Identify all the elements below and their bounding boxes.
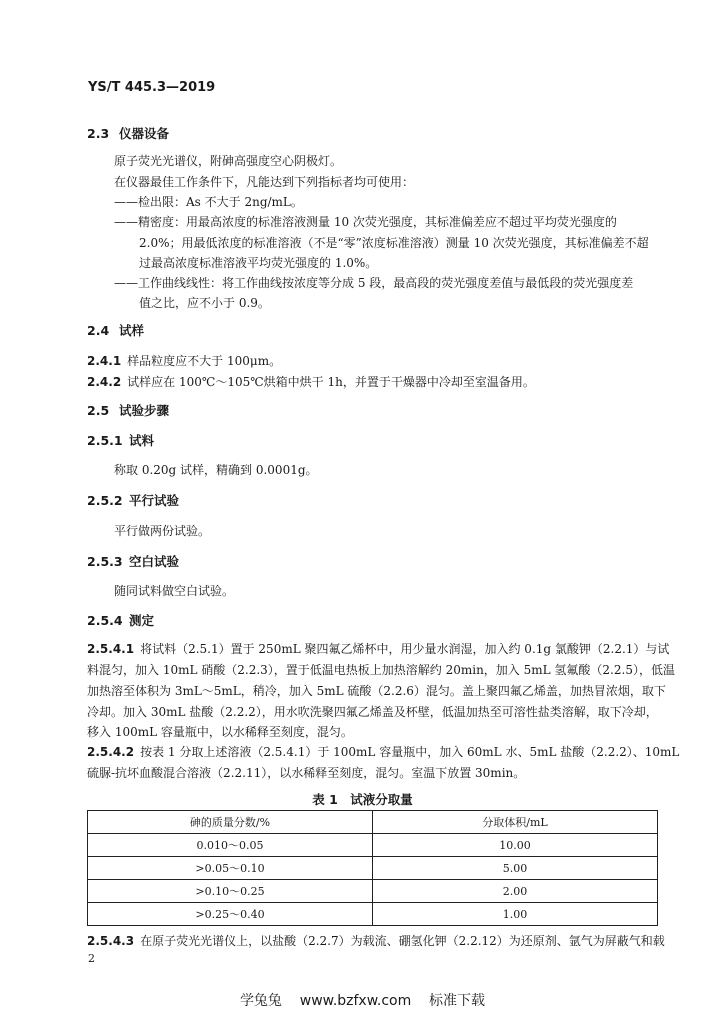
section-2-3-heading xyxy=(87,124,169,142)
clause-number: 2.5.4.1 xyxy=(87,642,135,656)
table-row xyxy=(88,880,658,903)
clause-continuation: 加热溶至体积为 3mL～5mL，稍冷，加入 5mL 硫酸（2.2.6）混匀。盖上聚四氟乙烯盖，加热冒浓烟，取下 xyxy=(87,684,666,698)
table-cell: >0.05～0.10 xyxy=(88,857,373,880)
clause-continuation: 硫脲-抗坏血酸混合溶液（2.2.11），以水稀释至刻度，混匀。室温下放置 30min。 xyxy=(87,766,526,780)
list-item-continuation: 值之比，应不小于 0.9。 xyxy=(139,296,270,310)
table-header-row xyxy=(88,811,658,834)
paragraph: 称取 0.20g 试样，精确到 0.0001g。 xyxy=(114,463,318,477)
clause-continuation: 冷却。加入 30mL 盐酸（2.2.2），用水吹洗聚四氟乙烯盖及杯壁，低温加热至可溶性盐类溶解，取下冷却， xyxy=(87,705,658,719)
clause-2-5-4-2-line xyxy=(87,743,679,760)
clause-continuation: 料混匀，加入 10mL 硝酸（2.2.3），置于低温电热板上加热溶解约 20min，加入 5mL 氢氟酸（2.2.5），低温 xyxy=(87,663,675,677)
table-cell: 2.00 xyxy=(373,880,658,903)
list-item: ——精密度：用最高浓度的标准溶液测量 10 次荧光强度，其标准偏差应不超过平均荧光强度的 xyxy=(114,215,617,229)
table-header-cell: 分取体积/mL xyxy=(373,811,658,834)
clause-continuation: 移入 100mL 容量瓶中，以水稀释至刻度，混匀。 xyxy=(87,725,353,739)
table-caption: 表 1 试液分取量 xyxy=(312,792,413,807)
table-row xyxy=(88,903,658,926)
section-title: 试料 xyxy=(129,433,155,448)
site-name: 学兔兔 xyxy=(239,993,282,1009)
section-title: 仪器设备 xyxy=(119,126,170,141)
section-title: 试验步骤 xyxy=(119,403,170,418)
paragraph: 随同试料做空白试验。 xyxy=(114,584,235,598)
clause-number: 2.4.2 xyxy=(87,375,122,389)
section-2-5-2-heading xyxy=(87,491,179,509)
table-header-cell: 砷的质量分数/% xyxy=(88,811,373,834)
clause-text: 按表 1 分取上述溶液（2.5.4.1）于 100mL 容量瓶中，加入 60mL 水、5mL 盐酸（2.2.2）、10mL xyxy=(140,745,680,759)
list-item: ——检出限：As 不大于 2ng/mL。 xyxy=(114,195,303,209)
section-number: 2.4 xyxy=(87,323,110,338)
table-row xyxy=(88,834,658,857)
paragraph: 原子荧光光谱仪，附砷高强度空心阴极灯。 xyxy=(114,154,343,168)
section-2-4-heading xyxy=(87,321,144,339)
page-number: 2 xyxy=(88,952,95,965)
clause-2-5-4-3-line xyxy=(87,932,665,949)
section-2-5-4-heading xyxy=(87,611,154,629)
clause-2-4-2 xyxy=(87,373,535,390)
section-title: 试样 xyxy=(119,323,145,338)
table-cell: 0.010～0.05 xyxy=(88,834,373,857)
section-title: 平行试验 xyxy=(129,493,180,508)
table-cell: >0.25～0.40 xyxy=(88,903,373,926)
clause-2-4-1 xyxy=(87,352,281,369)
section-number: 2.5.3 xyxy=(87,554,123,569)
section-2-5-1-heading xyxy=(87,431,154,449)
section-number: 2.5.1 xyxy=(87,433,123,448)
section-number: 2.5.2 xyxy=(87,493,123,508)
list-item-continuation: 过最高浓度标准溶液平均荧光强度的 1.0%。 xyxy=(139,256,378,270)
clause-number: 2.5.4.2 xyxy=(87,745,135,759)
section-number: 2.5.4 xyxy=(87,613,123,628)
paragraph: 在仪器最佳工作条件下，凡能达到下列指标者均可使用： xyxy=(114,175,415,189)
site-url[interactable]: www.bzfxw.com xyxy=(299,993,412,1009)
site-footer xyxy=(0,990,725,1010)
table-cell: >0.10～0.25 xyxy=(88,880,373,903)
table-cell: 1.00 xyxy=(373,903,658,926)
clause-text: 在原子荧光光谱仪上，以盐酸（2.2.7）为载流、硼氢化钾（2.2.12）为还原剂、氩气为屏蔽气和载 xyxy=(140,934,665,948)
table-cell: 5.00 xyxy=(373,857,658,880)
clause-text: 样品粒度应不大于 100μm。 xyxy=(127,354,282,368)
clause-text: 将试料（2.5.1）置于 250mL 聚四氟乙烯杯中，用少量水润湿，加入约 0.1g 氯酸钾（2.2.1）与试 xyxy=(140,642,670,656)
paragraph: 平行做两份试验。 xyxy=(114,524,211,538)
standard-code: YS/T 445.3—2019 xyxy=(88,80,216,95)
site-tagline: 标准下载 xyxy=(429,993,486,1009)
section-title: 空白试验 xyxy=(129,554,180,569)
clause-number: 2.4.1 xyxy=(87,354,122,368)
clause-2-5-4-1-line xyxy=(87,640,669,657)
section-title: 测定 xyxy=(129,613,155,628)
table-row xyxy=(88,857,658,880)
table-cell: 10.00 xyxy=(373,834,658,857)
clause-number: 2.5.4.3 xyxy=(87,934,135,948)
section-number: 2.5 xyxy=(87,403,110,418)
dilution-table xyxy=(87,810,658,926)
list-item-continuation: 2.0%；用最低浓度的标准溶液（不是“零”浓度标准溶液）测量 10 次荧光强度，其标准偏差不超 xyxy=(139,236,649,250)
section-number: 2.3 xyxy=(87,126,110,141)
section-2-5-3-heading xyxy=(87,552,179,570)
list-item: ——工作曲线线性：将工作曲线按浓度等分成 5 段，最高段的荧光强度差值与最低段的荧光强度差 xyxy=(114,276,634,290)
clause-text: 试样应在 100℃～105℃烘箱中烘干 1h，并置于干燥器中冷却至室温备用。 xyxy=(127,375,535,389)
section-2-5-heading xyxy=(87,401,169,419)
